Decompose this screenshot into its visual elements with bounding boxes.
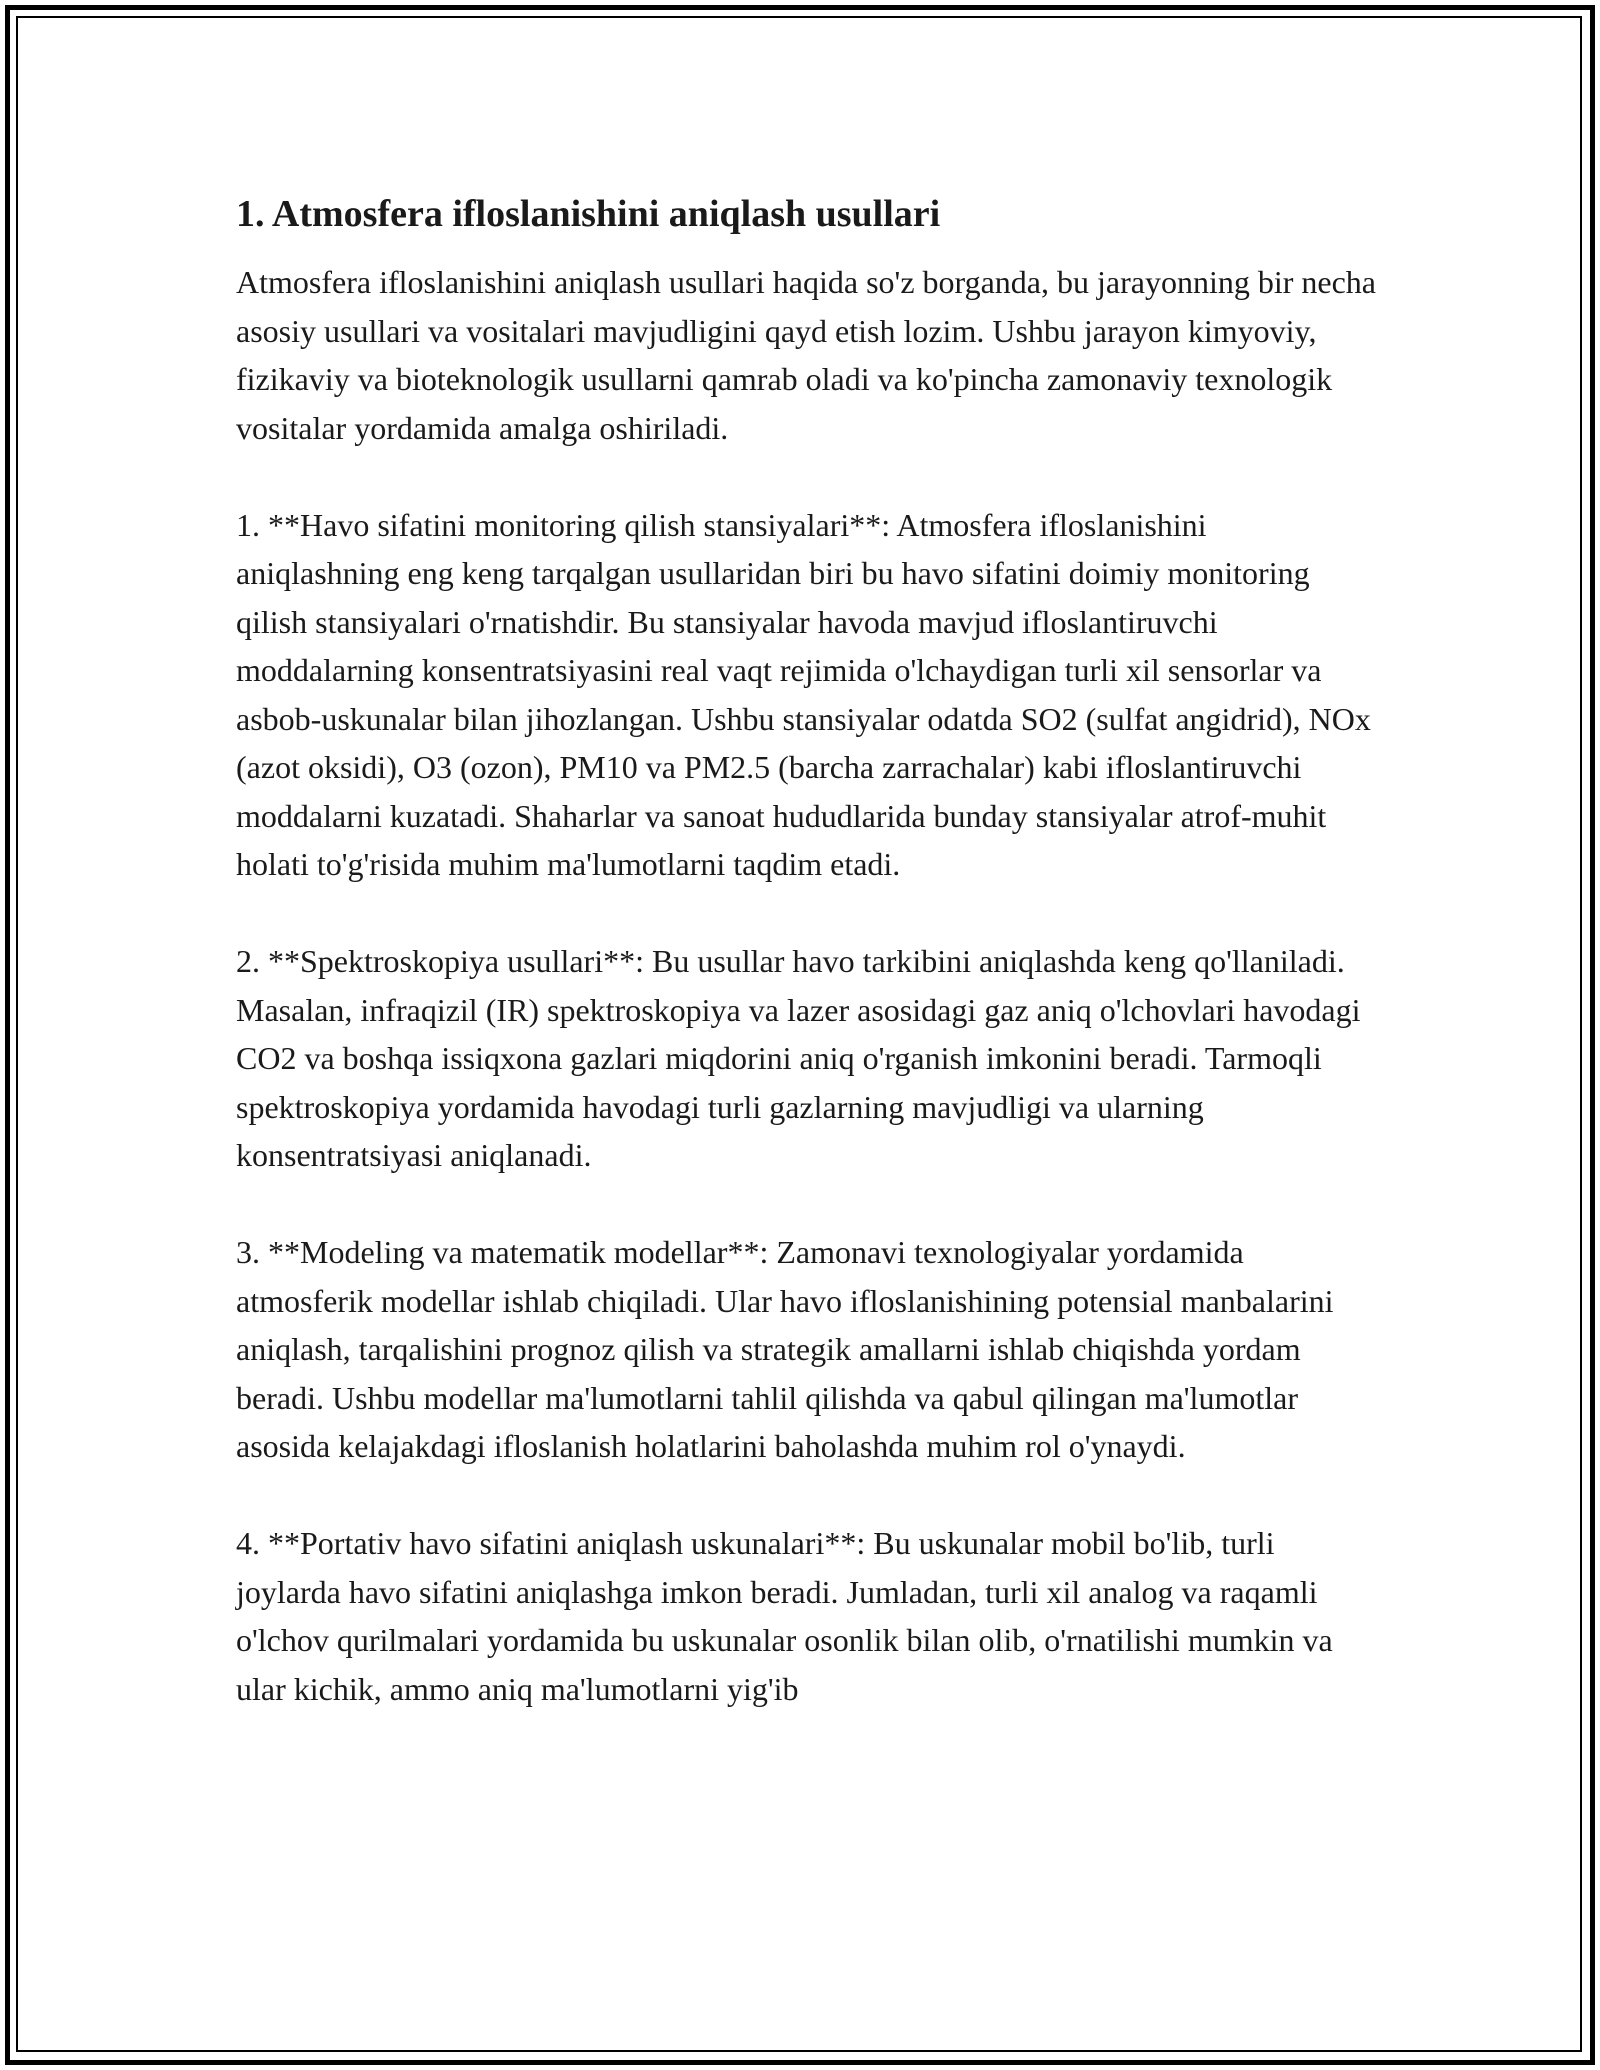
list-item-portable-devices: 4. **Portativ havo sifatini aniqlash uskunalari**: Bu uskunalar mobil bo'lib, turli joylarda havo sifatini aniqlashga imkon beradi. Jumladan, turli xil analog va raqamli o'lchov qurilmalari yordamida bu uskunalar osonlik bilan olib, o'rnatilishi mumkin va ular kichik, ammo aniq ma'lumotlarni yig'ib bbox=[236, 1525, 1333, 1707]
list-item-monitoring-stations: 1. **Havo sifatini monitoring qilish stansiyalari**: Atmosfera ifloslanishini aniqlashning eng keng tarqalgan usullaridan biri bu havo sifatini doimiy monitoring qilish stansiyalari o'rnatishdir. Bu stansiyalar havoda mavjud ifloslantiruvchi moddalarning konsentratsiyasini real vaqt rejimida o'lchaydigan turli xil sensorlar va asbob-uskunalar bilan jihozlangan. Ushbu stansiyalar odatda SO2 (sulfat angidrid), NOx (azot oksidi), O3 (ozon), PM10 va PM2.5 (barcha zarrachalar) kabi ifloslantiruvchi moddalarni kuzatadi. Shaharlar va sanoat hududlarida bunday stansiyalar atrof-muhit holati to'g'risida muhim ma'lumotlarni taqdim etadi. bbox=[236, 506, 1371, 882]
list-item-spectroscopy: 2. **Spektroskopiya usullari**: Bu usullar havo tarkibini aniqlashda keng qo'llaniladi. Masalan, infraqizil (IR) spektroskopiya va lazer asosidagi gaz aniq o'lchovlari havodagi CO2 va boshqa issiqxona gazlari miqdorini aniq o'rganish imkonini beradi. Tarmoqli spektroskopiya yordamida havodagi turli gazlarning mavjudligi va ularning konsentratsiyasi aniqlanadi. bbox=[236, 943, 1361, 1173]
intro-paragraph: Atmosfera ifloslanishini aniqlash usullari haqida so'z borganda, bu jarayonning bir necha asosiy usullari va vositalari mavjudligini qayd etish lozim. Ushbu jarayon kimyoviy, fizikaviy va bioteknologik usullarni qamrab oladi va ko'pincha zamonaviy texnologik vositalar yordamida amalga oshiriladi. bbox=[236, 264, 1376, 446]
document-body bbox=[236, 188, 1376, 1762]
list-item-modeling: 3. **Modeling va matematik modellar**: Zamonavi texnologiyalar yordamida atmosferik modellar ishlab chiqiladi. Ular havo ifloslanishining potensial manbalarini aniqlash, tarqalishini prognoz qilish va strategik amallarni ishlab chiqishda yordam beradi. Ushbu modellar ma'lumotlarni tahlil qilishda va qabul qilingan ma'lumotlar asosida kelajakdagi ifloslanish holatlarini baholashda muhim rol o'ynaydi. bbox=[236, 1234, 1334, 1464]
section-heading: 1. Atmosfera ifloslanishini aniqlash usullari bbox=[236, 193, 941, 235]
